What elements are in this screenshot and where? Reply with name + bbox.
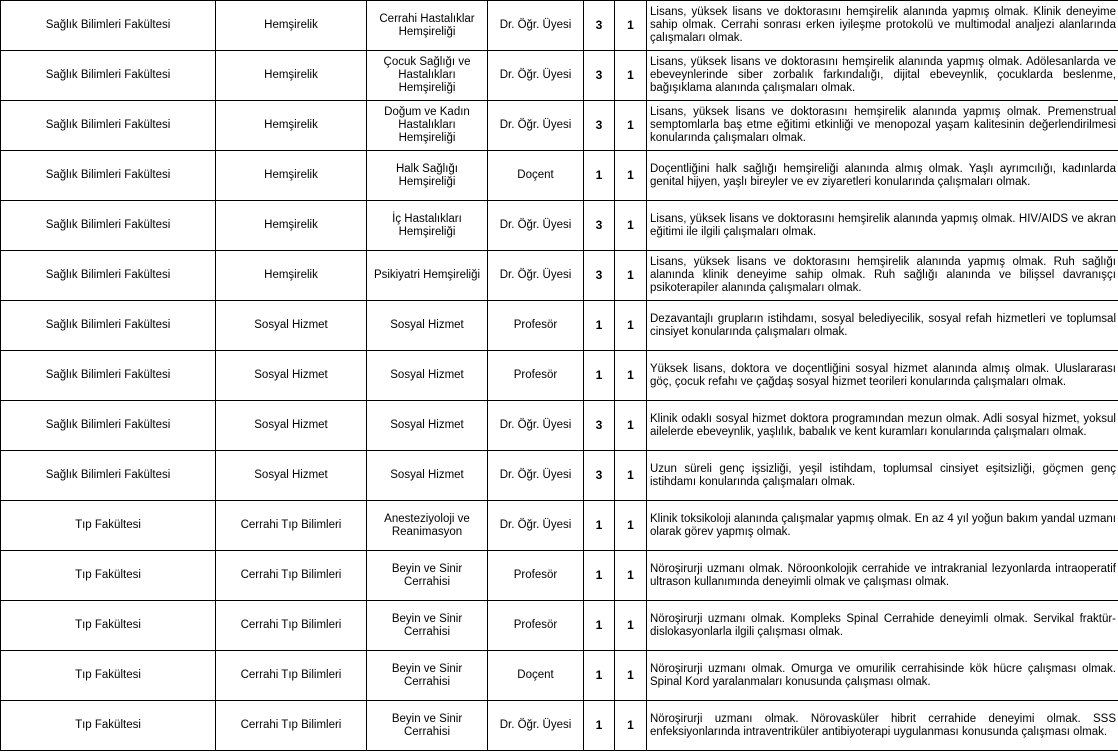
count-cell: 1 (584, 301, 615, 351)
table-row (1, 651, 1118, 701)
count-cell: 1 (584, 351, 615, 401)
requirement-cell: Dezavantajlı grupların istihdamı, sosyal belediyecilik, sosyal refah hizmetleri ve toplumsal cinsiyet konularında çalışmaları olmak. (647, 301, 1118, 351)
table-row (1, 601, 1118, 651)
department-cell: Cerrahi Tıp Bilimleri (216, 601, 367, 651)
table-row (1, 551, 1118, 601)
program-cell: Sosyal Hizmet (367, 351, 488, 401)
table-row (1, 301, 1118, 351)
faculty-cell: Tıp Fakültesi (1, 501, 216, 551)
department-cell: Cerrahi Tıp Bilimleri (216, 551, 367, 601)
faculty-cell: Tıp Fakültesi (1, 651, 216, 701)
count-cell: 3 (584, 51, 615, 101)
table-row (1, 201, 1118, 251)
title-cell: Profesör (488, 301, 584, 351)
title-cell: Dr. Öğr. Üyesi (488, 201, 584, 251)
department-cell: Sosyal Hizmet (216, 401, 367, 451)
table-row (1, 1, 1118, 51)
department-cell: Hemşirelik (216, 251, 367, 301)
department-cell: Hemşirelik (216, 151, 367, 201)
count-cell: 1 (584, 701, 615, 751)
count-cell: 1 (584, 601, 615, 651)
title-cell: Dr. Öğr. Üyesi (488, 501, 584, 551)
program-cell: Cerrahi Hastalıklar Hemşireliği (367, 1, 488, 51)
table-row (1, 101, 1118, 151)
count-cell: 1 (615, 401, 647, 451)
count-cell: 1 (615, 351, 647, 401)
table-row (1, 401, 1118, 451)
requirement-cell: Doçentliğini halk sağlığı hemşireliği alanında almış olmak. Yaşlı ayrımcılığı, kadınlarda genital hijyen, yaşlı bireyler ve ev ziyaretleri konularında çalışmaları olmak. (647, 151, 1118, 201)
requirement-cell: Lisans, yüksek lisans ve doktorasını hemşirelik alanında yapmış olmak. Ruh sağlığı alanında klinik deneyime sahip olmak. Ruh sağlığı alanında ve bilişsel davranışçı psikoterapiler alanında çalışmaları olmak. (647, 251, 1118, 301)
count-cell: 1 (615, 251, 647, 301)
count-cell: 1 (584, 151, 615, 201)
faculty-cell: Sağlık Bilimleri Fakültesi (1, 301, 216, 351)
department-cell: Sosyal Hizmet (216, 451, 367, 501)
count-cell: 1 (615, 151, 647, 201)
department-cell: Hemşirelik (216, 101, 367, 151)
count-cell: 1 (615, 551, 647, 601)
table-row (1, 251, 1118, 301)
count-cell: 3 (584, 1, 615, 51)
department-cell: Cerrahi Tıp Bilimleri (216, 651, 367, 701)
count-cell: 3 (584, 451, 615, 501)
faculty-cell: Sağlık Bilimleri Fakültesi (1, 51, 216, 101)
count-cell: 1 (615, 1, 647, 51)
count-cell: 1 (584, 551, 615, 601)
table-row (1, 151, 1118, 201)
table-body (1, 1, 1118, 751)
program-cell: Beyin ve Sinir Cerrahisi (367, 601, 488, 651)
requirement-cell: Klinik odaklı sosyal hizmet doktora programından mezun olmak. Adli sosyal hizmet, yoksul ailelerde ebeveynlik, yaşlılık, babalık ve kent kuramları konularında çalışmaları olmak. (647, 401, 1118, 451)
count-cell: 3 (584, 251, 615, 301)
requirement-cell: Nöroşirurji uzmanı olmak. Nörovasküler hibrit cerrahide deneyimi olmak. SSS enfeksiyonlarında intraventriküler antibiyoterapi uygulanması konusunda çalışması olmak. (647, 701, 1118, 751)
title-cell: Profesör (488, 551, 584, 601)
requirement-cell: Nöroşirurji uzmanı olmak. Kompleks Spinal Cerrahide deneyimli olmak. Servikal fraktür-dislokasyonlarla ilgili çalışması olmak. (647, 601, 1118, 651)
title-cell: Profesör (488, 351, 584, 401)
program-cell: Halk Sağlığı Hemşireliği (367, 151, 488, 201)
requirement-cell: Nöroşirurji uzmanı olmak. Nöroonkolojik cerrahide ve intrakranial lezyonlarda intraoperatif ultrason kullanımında deneyimli olmak ve çalışması olmak. (647, 551, 1118, 601)
table-row (1, 351, 1118, 401)
count-cell: 1 (584, 651, 615, 701)
department-cell: Sosyal Hizmet (216, 351, 367, 401)
title-cell: Profesör (488, 601, 584, 651)
department-cell: Sosyal Hizmet (216, 301, 367, 351)
faculty-cell: Sağlık Bilimleri Fakültesi (1, 451, 216, 501)
faculty-cell: Tıp Fakültesi (1, 551, 216, 601)
count-cell: 1 (615, 651, 647, 701)
faculty-cell: Sağlık Bilimleri Fakültesi (1, 101, 216, 151)
table-row (1, 51, 1118, 101)
count-cell: 1 (615, 51, 647, 101)
program-cell: İç Hastalıkları Hemşireliği (367, 201, 488, 251)
table-row (1, 701, 1118, 751)
requirement-cell: Yüksek lisans, doktora ve doçentliğini sosyal hizmet alanında almış olmak. Uluslararası göç, çocuk refahı ve çağdaş sosyal hizmet teorileri konularında çalışmaları olmak. (647, 351, 1118, 401)
requirement-cell: Lisans, yüksek lisans ve doktorasını hemşirelik alanında yapmış olmak. Premenstrual semptomlarla baş etme eğitimi etkinliği ve menopozal yaşam kalitesinin değerlendirilmesi konularında çalışmaları olmak. (647, 101, 1118, 151)
program-cell: Beyin ve Sinir Cerrahisi (367, 651, 488, 701)
count-cell: 3 (584, 401, 615, 451)
title-cell: Dr. Öğr. Üyesi (488, 1, 584, 51)
faculty-cell: Tıp Fakültesi (1, 701, 216, 751)
requirement-cell: Klinik toksikoloji alanında çalışmalar yapmış olmak. En az 4 yıl yoğun bakım yandal uzmanı olarak görev yapmış olmak. (647, 501, 1118, 551)
requirement-cell: Lisans, yüksek lisans ve doktorasını hemşirelik alanında yapmış olmak. Adölesanlarda ve ebeveynlerinde siber zorbalık farkındalığı, dijital ebeveynlik, çocuklarda beslenme, bağışıklama alanında çalışmaları olmak. (647, 51, 1118, 101)
title-cell: Dr. Öğr. Üyesi (488, 701, 584, 751)
count-cell: 1 (615, 101, 647, 151)
title-cell: Doçent (488, 651, 584, 701)
program-cell: Doğum ve Kadın Hastalıkları Hemşireliği (367, 101, 488, 151)
department-cell: Cerrahi Tıp Bilimleri (216, 501, 367, 551)
count-cell: 1 (615, 701, 647, 751)
count-cell: 3 (584, 101, 615, 151)
title-cell: Dr. Öğr. Üyesi (488, 101, 584, 151)
title-cell: Dr. Öğr. Üyesi (488, 251, 584, 301)
count-cell: 1 (615, 201, 647, 251)
title-cell: Dr. Öğr. Üyesi (488, 401, 584, 451)
program-cell: Sosyal Hizmet (367, 451, 488, 501)
count-cell: 1 (615, 301, 647, 351)
table-row (1, 501, 1118, 551)
program-cell: Anesteziyoloji ve Reanimasyon (367, 501, 488, 551)
program-cell: Beyin ve Sinir Cerrahisi (367, 551, 488, 601)
table-row (1, 451, 1118, 501)
department-cell: Hemşirelik (216, 201, 367, 251)
title-cell: Dr. Öğr. Üyesi (488, 51, 584, 101)
department-cell: Hemşirelik (216, 51, 367, 101)
department-cell: Cerrahi Tıp Bilimleri (216, 701, 367, 751)
program-cell: Sosyal Hizmet (367, 301, 488, 351)
department-cell: Hemşirelik (216, 1, 367, 51)
faculty-cell: Sağlık Bilimleri Fakültesi (1, 201, 216, 251)
requirement-cell: Uzun süreli genç işsizliği, yeşil istihdam, toplumsal cinsiyet eşitsizliği, göçmen genç istihdamı konularında çalışmaları olmak. (647, 451, 1118, 501)
faculty-cell: Sağlık Bilimleri Fakültesi (1, 151, 216, 201)
count-cell: 1 (615, 501, 647, 551)
program-cell: Çocuk Sağlığı ve Hastalıkları Hemşireliği (367, 51, 488, 101)
faculty-cell: Tıp Fakültesi (1, 601, 216, 651)
requirement-cell: Lisans, yüksek lisans ve doktorasını hemşirelik alanında yapmış olmak. Klinik deneyime sahip olmak. Cerrahi sonrası erken iyileşme protokolü ve multimodal analjezi alanlarında çalışmaları olmak. (647, 1, 1118, 51)
count-cell: 3 (584, 201, 615, 251)
program-cell: Psikiyatri Hemşireliği (367, 251, 488, 301)
requirement-cell: Nöroşirurji uzmanı olmak. Omurga ve omurilik cerrahisinde kök hücre çalışması olmak. Spinal Kord yaralanmaları konusunda çalışması olmak. (647, 651, 1118, 701)
program-cell: Beyin ve Sinir Cerrahisi (367, 701, 488, 751)
faculty-cell: Sağlık Bilimleri Fakültesi (1, 401, 216, 451)
program-cell: Sosyal Hizmet (367, 401, 488, 451)
count-cell: 1 (584, 501, 615, 551)
title-cell: Dr. Öğr. Üyesi (488, 451, 584, 501)
faculty-cell: Sağlık Bilimleri Fakültesi (1, 1, 216, 51)
title-cell: Doçent (488, 151, 584, 201)
faculty-cell: Sağlık Bilimleri Fakültesi (1, 351, 216, 401)
requirement-cell: Lisans, yüksek lisans ve doktorasını hemşirelik alanında yapmış olmak. HIV/AIDS ve akran eğitimi ile ilgili çalışmaları olmak. (647, 201, 1118, 251)
faculty-cell: Sağlık Bilimleri Fakültesi (1, 251, 216, 301)
count-cell: 1 (615, 601, 647, 651)
count-cell: 1 (615, 451, 647, 501)
